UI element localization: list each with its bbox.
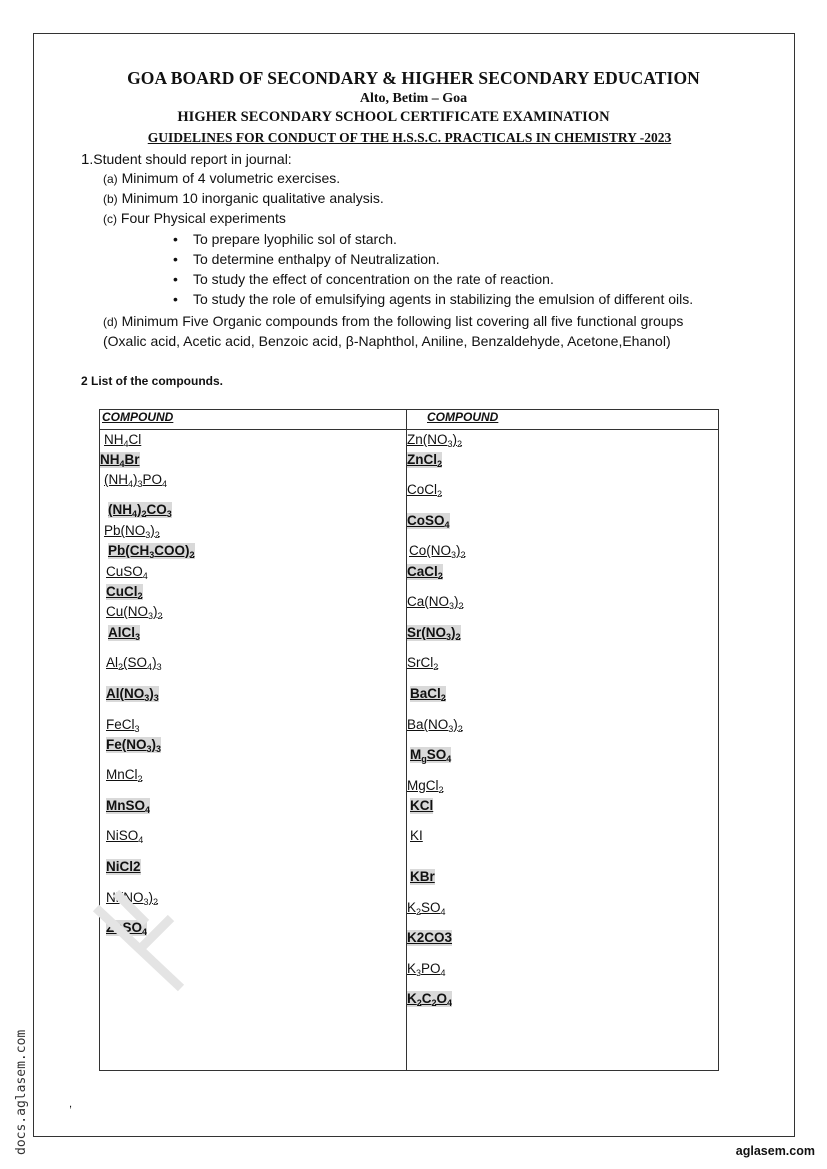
compound-cell: KBr (410, 869, 435, 884)
compound-cell: CoCl$_2$ (407, 482, 443, 499)
item-d-label: (d) (103, 315, 118, 329)
compound-cell: KI (410, 828, 423, 843)
compound-cell: $M_gSO_4$ (410, 747, 452, 764)
item-d (103, 313, 683, 329)
compound-cell: ZnCl$_2$ (407, 452, 443, 469)
compound-cell: CaCl$_2$ (407, 564, 443, 581)
compound-cell: $Al_2(SO_4)_3$ (106, 655, 162, 672)
compound-cell: NiSO$_4$ (106, 828, 144, 845)
compound-cell: MnCl$_2$ (106, 767, 143, 784)
compound-cell: NiCl2 (106, 859, 141, 874)
exam-title: HIGHER SECONDARY SCHOOL CERTIFICATE EXAMINATION (177, 109, 610, 125)
compound-cell: AlCl$_3$ (108, 625, 141, 642)
column-header: COMPOUND (407, 410, 719, 430)
bullet-item: • To prepare lyophilic sol of starch. (193, 231, 397, 247)
compound-cell: BaCl$_2$ (410, 686, 446, 703)
compound-cell: MnSO$_4$ (106, 798, 151, 815)
side-watermark: docs.aglasem.com (14, 1029, 29, 1155)
item-c (103, 210, 286, 226)
compound-cell: CuCl$_2$ (106, 584, 143, 601)
item-a-label: (a) (103, 172, 118, 186)
section-1-number: 1 (81, 151, 90, 168)
bullet-item: • To study the role of emulsifying agents in stabilizing the emulsion of different oils. (193, 291, 693, 307)
compound-cell: KCl (410, 798, 434, 813)
compound-cell: CuSO$_4$ (106, 564, 148, 581)
compound-cell: $NH_4Cl$ (104, 432, 142, 449)
compound-cell: $Ba(NO_3)_2$ (407, 717, 463, 734)
bullet-item: • To determine enthalpy of Neutralization. (193, 251, 440, 267)
compound-cell: $Ni(NO_3)_2$ (106, 890, 159, 907)
compound-cell: $(NH_4)_3PO_4$ (104, 472, 168, 489)
compound-cell: $Co(NO_3)_2$ (409, 543, 466, 560)
footer-site: aglasem.com (735, 1144, 815, 1158)
item-a (103, 170, 340, 186)
item-c-text: Four Physical experiments (120, 210, 286, 226)
compound-cell: $Zn(NO_3)_2$ (407, 432, 463, 449)
organic-compound-list: (Oxalic acid, Acetic acid, Benzoic acid, β-Naphthol, Aniline, Benzaldehyde, Acetone,Ehanol) (103, 333, 671, 349)
compound-cell: $Cu(NO_3)_2$ (106, 604, 163, 621)
compound-cell: $Fe(NO_3)_3$ (106, 737, 162, 754)
compound-cell: K2CO3 (407, 930, 453, 945)
compound-cell: $Pb(NO_3)_2$ (104, 523, 160, 540)
column-header: COMPOUND (100, 410, 407, 430)
section-2-title: 2 List of the compounds. (81, 374, 224, 388)
compound-cell: $Sr(NO_3)_2$ (407, 625, 461, 642)
compound-cell: $K_3PO_4$ (407, 961, 446, 978)
board-title: GOA BOARD OF SECONDARY & HIGHER SECONDARY EDUCATION (127, 68, 700, 88)
section-1-heading (81, 151, 292, 168)
compound-cell: $Al(NO_3)_3$ (106, 686, 159, 703)
item-c-label: (c) (103, 212, 117, 226)
section-1-title: .Student should report in journal: (89, 151, 292, 167)
compound-cell: FeCl$_3$ (106, 717, 140, 734)
compound-cell: $NH_4Br$ (100, 452, 140, 469)
item-b-text: Minimum 10 inorganic qualitative analysis. (121, 190, 384, 206)
item-d-text: Minimum Five Organic compounds from the following list covering all five functional groups (121, 313, 684, 329)
watermark-glyph (86, 888, 206, 998)
compound-column-right (407, 430, 719, 1071)
item-a-text: Minimum of 4 volumetric exercises. (121, 170, 341, 186)
item-b-label: (b) (103, 192, 118, 206)
board-address: Alto, Betim – Goa (359, 91, 468, 106)
item-b (103, 190, 384, 206)
guidelines-title: GUIDELINES FOR CONDUCT OF THE H.S.S.C. PRACTICALS IN CHEMISTRY -2023 (147, 130, 672, 145)
compound-cell: SrCl$_2$ (407, 655, 439, 672)
compound-cell: $Pb(CH_3COO)_2$ (108, 543, 195, 560)
compound-cell: CoSO$_4$ (407, 513, 450, 530)
compound-cell: $K_2SO_4$ (407, 900, 446, 917)
compound-cell: ZnSO$_4$ (106, 920, 148, 937)
compound-cell: $Ca(NO_3)_2$ (407, 594, 464, 611)
compound-cell: $K_2C_2O_4$ (407, 991, 453, 1008)
stray-mark: , (69, 1098, 73, 1110)
compound-cell: MgCl$_2$ (407, 778, 444, 795)
bullet-item: • To study the effect of concentration on the rate of reaction. (193, 271, 554, 287)
compound-cell: $(NH_4)_2CO_3$ (108, 502, 172, 519)
